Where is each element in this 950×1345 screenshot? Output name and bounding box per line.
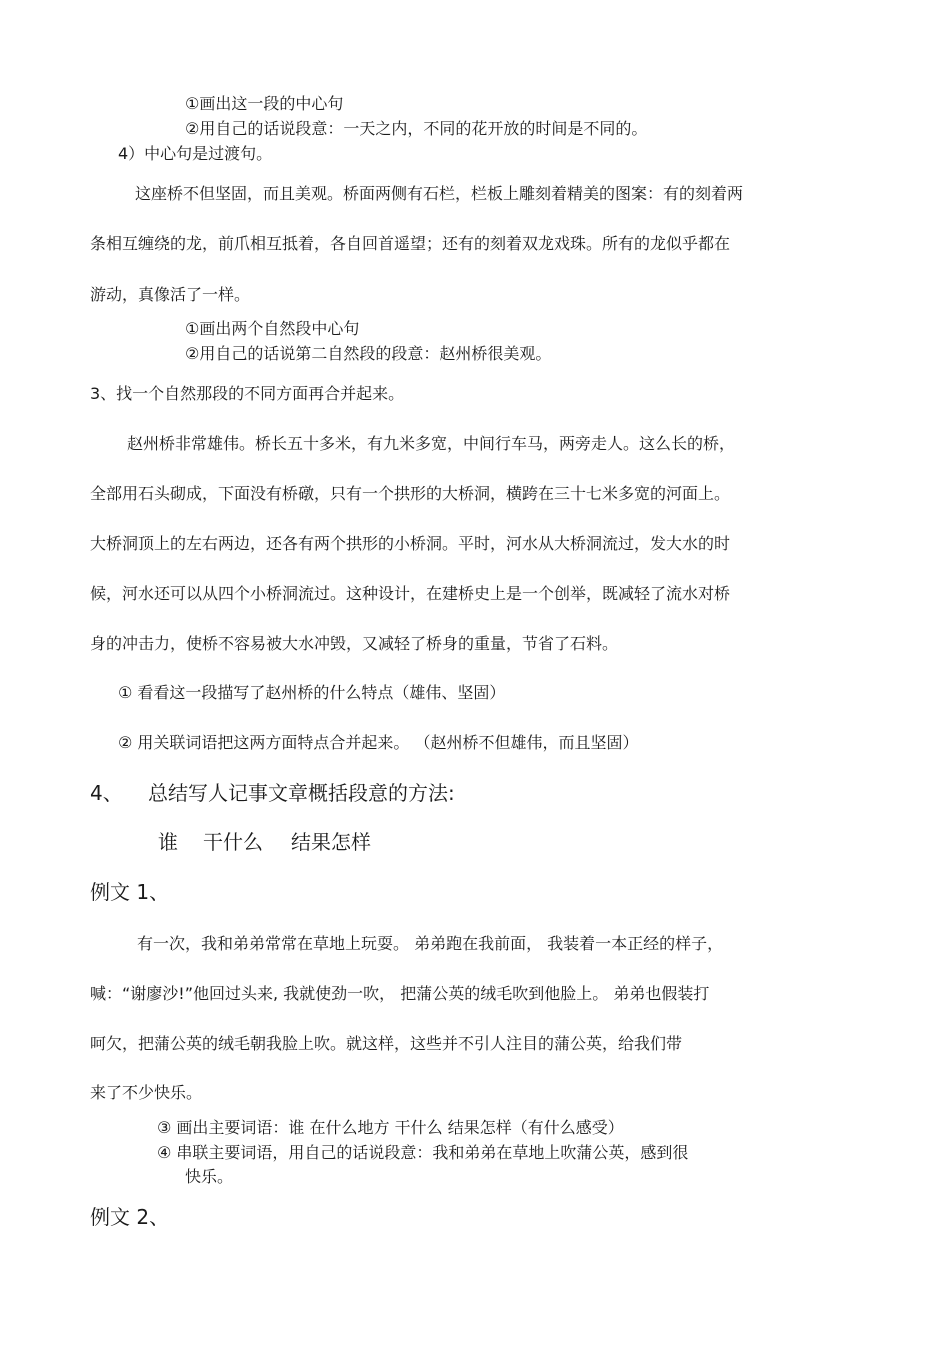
- example-title: 例文 2、: [90, 1205, 170, 1229]
- section-heading: 3、找一个自然那段的不同方面再合并起来。: [90, 384, 405, 403]
- task-line: ②用自己的话说第二自然段的段意：赵州桥很美观。: [185, 344, 552, 363]
- example-title: 例文 1、: [90, 880, 170, 904]
- passage-line: 呵欠，把蒲公英的绒毛朝我脸上吹。就这样，这些并不引人注目的蒲公英，给我们带: [90, 1034, 683, 1053]
- passage-line: 这座桥不但坚固，而且美观。桥面两侧有石栏，栏板上雕刻着精美的图案：有的刻着两: [135, 184, 744, 203]
- passage-line: 大桥洞顶上的左右两边，还各有两个拱形的小桥洞。平时，河水从大桥洞流过，发大水的时: [90, 534, 731, 553]
- note-line: 4）中心句是过渡句。: [118, 144, 273, 163]
- method-word: 谁: [158, 830, 178, 854]
- task-line: ①画出这一段的中心句: [185, 94, 344, 113]
- question-line: ① 看看这一段描写了赵州桥的什么特点（雄伟、坚固）: [118, 683, 506, 702]
- task-line: ②用自己的话说段意：一天之内，不同的花开放的时间是不同的。: [185, 119, 648, 138]
- task-line: 快乐。: [185, 1167, 234, 1186]
- task-line: ③ 画出主要词语：谁 在什么地方 干什么 结果怎样（有什么感受）: [157, 1118, 624, 1137]
- passage-line: 来了不少快乐。: [90, 1083, 203, 1102]
- section-heading: 总结写人记事文章概括段意的方法:: [148, 781, 455, 805]
- section-number: 4、: [90, 781, 123, 805]
- passage-line: 游动，真像活了一样。: [90, 285, 251, 304]
- passage-line: 全部用石头砌成，下面没有桥礅，只有一个拱形的大桥洞，横跨在三十七米多宽的河面上。: [90, 484, 731, 503]
- question-line: ② 用关联词语把这两方面特点合并起来。 （赵州桥不但雄伟，而且坚固）: [118, 733, 639, 752]
- passage-line: 喊：“谢廖沙!”他回过头来, 我就使劲一吹， 把蒲公英的绒毛吹到他脸上。 弟弟也假装打: [90, 984, 710, 1003]
- passage-line: 有一次，我和弟弟常常在草地上玩耍。 弟弟跑在我前面， 我装着一本正经的样子，: [137, 934, 724, 953]
- task-line: ①画出两个自然段中心句: [185, 319, 360, 338]
- passage-line: 条相互缠绕的龙，前爪相互抵着，各自回首遥望；还有的刻着双龙戏珠。所有的龙似乎都在: [90, 234, 731, 253]
- method-word: 干什么: [203, 830, 263, 854]
- passage-line: 赵州桥非常雄伟。桥长五十多米，有九米多宽，中间行车马，两旁走人。这么长的桥，: [127, 434, 736, 453]
- passage-line: 候，河水还可以从四个小桥洞流过。这种设计，在建桥史上是一个创举，既减轻了流水对桥: [90, 584, 731, 603]
- method-word: 结果怎样: [291, 830, 371, 854]
- task-line: ④ 串联主要词语，用自己的话说段意：我和弟弟在草地上吹蒲公英，感到很: [157, 1143, 689, 1162]
- passage-line: 身的冲击力，使桥不容易被大水冲毁，又减轻了桥身的重量，节省了石料。: [90, 634, 619, 653]
